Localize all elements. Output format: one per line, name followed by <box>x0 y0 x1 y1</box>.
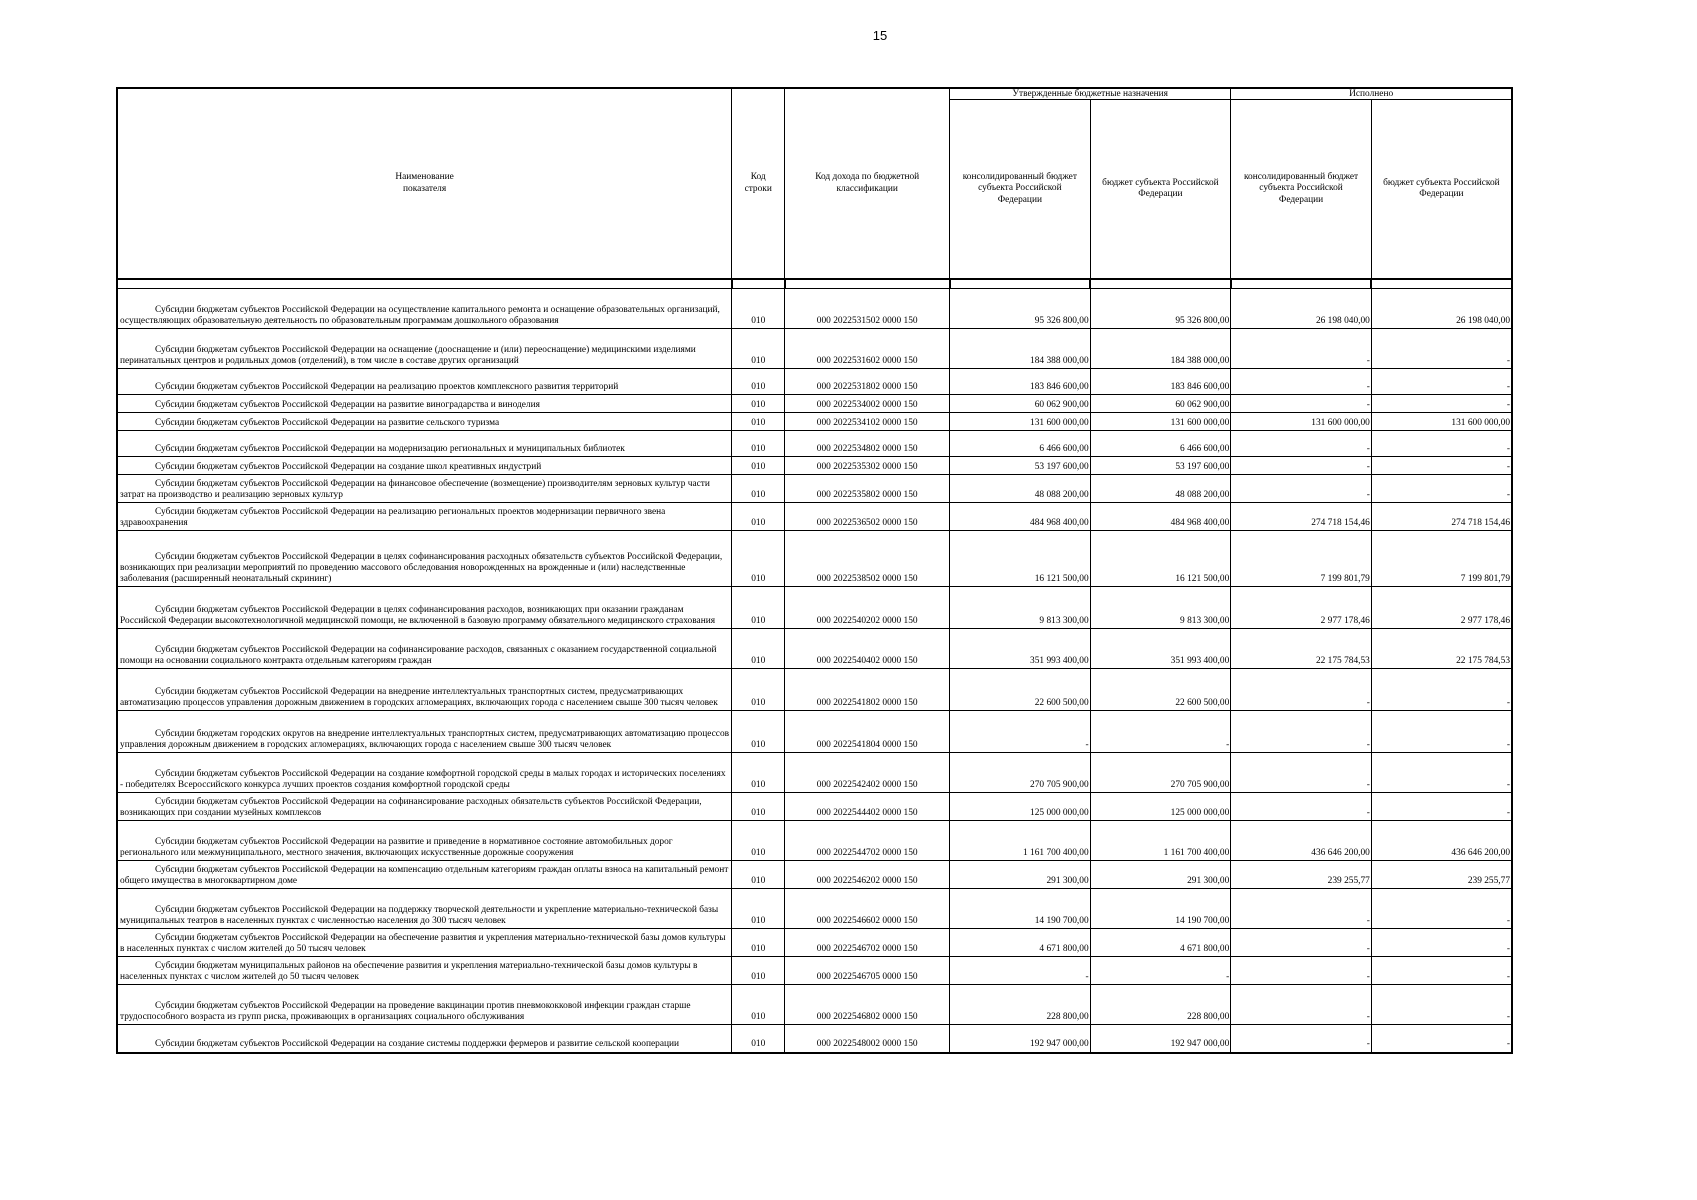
row-name: Субсидии бюджетам городских округов на внедрение интеллектуальных транспортных систем, предусматривающих автоматизацию процессов управления дорожным движением в городских агломерациях, включающих города с населением свыше 300 тысяч человек <box>117 711 732 753</box>
row-executed-subject: - <box>1371 929 1512 957</box>
row-approved-subject: 183 846 600,00 <box>1090 369 1231 395</box>
row-approved-subject: 270 705 900,00 <box>1090 753 1231 793</box>
header-name: Наименование показателя <box>117 88 732 279</box>
row-executed-consolidated: - <box>1231 985 1372 1025</box>
row-kbk: 000 2022538502 0000 150 <box>785 531 950 587</box>
row-executed-subject: - <box>1371 669 1512 711</box>
row-executed-subject: - <box>1371 395 1512 413</box>
row-name: Субсидии бюджетам субъектов Российской Федерации на осуществление капитального ремонта и оснащение образовательных организаций, осуществляющих образовательную деятельность по образовательным программам дошкольного образования <box>117 289 732 329</box>
table-row <box>117 929 1512 957</box>
row-kbk: 000 2022544702 0000 150 <box>785 821 950 861</box>
row-name: Субсидии бюджетам субъектов Российской Федерации на создание школ креативных индустрий <box>117 457 732 475</box>
table-row <box>117 431 1512 457</box>
row-name: Субсидии бюджетам субъектов Российской Федерации на компенсацию отдельным категориям граждан оплаты взноса на капитальный ремонт общего имущества в многоквартирном доме <box>117 861 732 889</box>
row-code: 010 <box>732 861 785 889</box>
row-code: 010 <box>732 587 785 629</box>
row-kbk: 000 2022540202 0000 150 <box>785 587 950 629</box>
row-approved-subject: 53 197 600,00 <box>1090 457 1231 475</box>
row-executed-subject: - <box>1371 1025 1512 1053</box>
row-name: Субсидии бюджетам субъектов Российской Федерации на проведение вакцинации против пневмококковой инфекции граждан старше трудоспособного возраста из групп риска, проживающих в организациях социального обслуживания <box>117 985 732 1025</box>
row-code: 010 <box>732 413 785 431</box>
row-code: 010 <box>732 711 785 753</box>
table-row <box>117 531 1512 587</box>
row-executed-consolidated: 436 646 200,00 <box>1231 821 1372 861</box>
row-approved-consolidated: - <box>950 957 1091 985</box>
table-row <box>117 753 1512 793</box>
page-number: 15 <box>872 28 888 43</box>
row-executed-subject: - <box>1371 431 1512 457</box>
row-approved-subject: 6 466 600,00 <box>1090 431 1231 457</box>
row-executed-subject: 131 600 000,00 <box>1371 413 1512 431</box>
row-kbk: 000 2022546202 0000 150 <box>785 861 950 889</box>
row-name: Субсидии бюджетам субъектов Российской Федерации на софинансирование расходных обязательств субъектов Российской Федерации, возникающих при создании музейных комплексов <box>117 793 732 821</box>
row-executed-consolidated: - <box>1231 957 1372 985</box>
row-name: Субсидии бюджетам субъектов Российской Федерации на обеспечение развития и укрепления материально-технической базы домов культуры в населенных пунктах с числом жителей до 50 тысяч человек <box>117 929 732 957</box>
row-kbk: 000 2022535302 0000 150 <box>785 457 950 475</box>
row-executed-subject: - <box>1371 369 1512 395</box>
row-executed-consolidated: - <box>1231 431 1372 457</box>
row-executed-consolidated: 26 198 040,00 <box>1231 289 1372 329</box>
table-row <box>117 289 1512 329</box>
row-name: Субсидии бюджетам субъектов Российской Федерации на развитие и приведение в нормативное состояние автомобильных дорог регионального или межмуниципального, местного значения, включающих искусственные дорожные сооружения <box>117 821 732 861</box>
row-kbk: 000 2022534802 0000 150 <box>785 431 950 457</box>
row-code: 010 <box>732 1025 785 1053</box>
row-kbk: 000 2022534102 0000 150 <box>785 413 950 431</box>
row-executed-consolidated: 2 977 178,46 <box>1231 587 1372 629</box>
row-code: 010 <box>732 503 785 531</box>
row-approved-consolidated: 184 388 000,00 <box>950 329 1091 369</box>
row-executed-subject: - <box>1371 753 1512 793</box>
row-approved-consolidated: - <box>950 711 1091 753</box>
row-name: Субсидии бюджетам субъектов Российской Федерации на поддержку творческой деятельности и укрепление материально-технической базы муниципальных театров в населенных пунктах с численностью населения до 300 тысяч человек <box>117 889 732 929</box>
table-row <box>117 985 1512 1025</box>
row-code: 010 <box>732 475 785 503</box>
spacer-cell <box>1231 279 1372 289</box>
row-name: Субсидии бюджетам субъектов Российской Федерации на создание комфортной городской среды в малых городах и исторических поселениях - победителях Всероссийского конкурса лучших проектов создания комфортной городской среды <box>117 753 732 793</box>
row-name: Субсидии бюджетам субъектов Российской Федерации на финансовое обеспечение (возмещение) производителям зерновых культур части затрат на производство и реализацию зерновых культур <box>117 475 732 503</box>
table-row <box>117 793 1512 821</box>
row-name: Субсидии бюджетам субъектов Российской Федерации на модернизацию региональных и муниципальных библиотек <box>117 431 732 457</box>
row-approved-consolidated: 16 121 500,00 <box>950 531 1091 587</box>
row-kbk: 000 2022534002 0000 150 <box>785 395 950 413</box>
table-body <box>117 279 1512 1053</box>
row-approved-subject: 184 388 000,00 <box>1090 329 1231 369</box>
row-kbk: 000 2022546802 0000 150 <box>785 985 950 1025</box>
row-executed-consolidated: - <box>1231 457 1372 475</box>
row-code: 010 <box>732 629 785 669</box>
row-kbk: 000 2022542402 0000 150 <box>785 753 950 793</box>
row-name: Субсидии бюджетам субъектов Российской Федерации на развитие сельского туризма <box>117 413 732 431</box>
row-code: 010 <box>732 821 785 861</box>
row-code: 010 <box>732 369 785 395</box>
row-executed-consolidated: - <box>1231 753 1372 793</box>
row-approved-subject: 125 000 000,00 <box>1090 793 1231 821</box>
row-code: 010 <box>732 531 785 587</box>
row-approved-consolidated: 48 088 200,00 <box>950 475 1091 503</box>
row-executed-subject: - <box>1371 957 1512 985</box>
table-row <box>117 503 1512 531</box>
row-executed-consolidated: 7 199 801,79 <box>1231 531 1372 587</box>
row-executed-consolidated: - <box>1231 475 1372 503</box>
row-code: 010 <box>732 957 785 985</box>
table-header <box>117 88 1512 279</box>
row-executed-consolidated: - <box>1231 711 1372 753</box>
header-approved-subject: бюджет субъекта Российской Федерации <box>1090 100 1231 280</box>
row-executed-subject: - <box>1371 475 1512 503</box>
table-row <box>117 369 1512 395</box>
row-approved-consolidated: 270 705 900,00 <box>950 753 1091 793</box>
spacer-cell <box>785 279 950 289</box>
row-approved-consolidated: 6 466 600,00 <box>950 431 1091 457</box>
row-code: 010 <box>732 395 785 413</box>
row-approved-subject: 484 968 400,00 <box>1090 503 1231 531</box>
table-row <box>117 861 1512 889</box>
table-row <box>117 395 1512 413</box>
header-executed-consolidated: консолидированный бюджет субъекта Российской Федерации <box>1231 100 1372 280</box>
table-row <box>117 889 1512 929</box>
row-approved-subject: - <box>1090 711 1231 753</box>
row-approved-consolidated: 291 300,00 <box>950 861 1091 889</box>
row-approved-consolidated: 125 000 000,00 <box>950 793 1091 821</box>
row-kbk: 000 2022546702 0000 150 <box>785 929 950 957</box>
row-approved-subject: 95 326 800,00 <box>1090 289 1231 329</box>
row-executed-subject: 7 199 801,79 <box>1371 531 1512 587</box>
row-executed-subject: 436 646 200,00 <box>1371 821 1512 861</box>
row-name: Субсидии бюджетам субъектов Российской Федерации на оснащение (дооснащение и (или) переоснащение) медицинскими изделиями перинатальных центров и родильных домов (отделений), в том числе в составе других организаций <box>117 329 732 369</box>
row-executed-consolidated: 131 600 000,00 <box>1231 413 1372 431</box>
row-kbk: 000 2022548002 0000 150 <box>785 1025 950 1053</box>
row-executed-consolidated: - <box>1231 1025 1372 1053</box>
row-executed-consolidated: - <box>1231 395 1372 413</box>
row-code: 010 <box>732 929 785 957</box>
spacer-cell <box>117 279 732 289</box>
row-executed-consolidated: - <box>1231 889 1372 929</box>
row-approved-consolidated: 1 161 700 400,00 <box>950 821 1091 861</box>
table-row <box>117 457 1512 475</box>
row-approved-consolidated: 192 947 000,00 <box>950 1025 1091 1053</box>
row-executed-consolidated: 22 175 784,53 <box>1231 629 1372 669</box>
row-name: Субсидии бюджетам субъектов Российской Федерации на софинансирование расходов, связанных с оказанием государственной социальной помощи на основании социального контракта отдельным категориям граждан <box>117 629 732 669</box>
table-row <box>117 821 1512 861</box>
row-executed-subject: - <box>1371 793 1512 821</box>
row-approved-subject: 4 671 800,00 <box>1090 929 1231 957</box>
spacer-cell <box>732 279 785 289</box>
row-code: 010 <box>732 329 785 369</box>
row-kbk: 000 2022546602 0000 150 <box>785 889 950 929</box>
spacer-cell <box>1371 279 1512 289</box>
table-spacer-row <box>117 279 1512 289</box>
table-row <box>117 711 1512 753</box>
row-code: 010 <box>732 431 785 457</box>
spacer-cell <box>950 279 1091 289</box>
row-code: 010 <box>732 889 785 929</box>
row-code: 010 <box>732 985 785 1025</box>
row-approved-consolidated: 60 062 900,00 <box>950 395 1091 413</box>
row-code: 010 <box>732 753 785 793</box>
row-executed-subject: - <box>1371 889 1512 929</box>
row-executed-subject: 22 175 784,53 <box>1371 629 1512 669</box>
row-approved-consolidated: 22 600 500,00 <box>950 669 1091 711</box>
row-executed-subject: - <box>1371 457 1512 475</box>
row-name: Субсидии бюджетам субъектов Российской Федерации на реализацию проектов комплексного развития территорий <box>117 369 732 395</box>
row-kbk: 000 2022531802 0000 150 <box>785 369 950 395</box>
row-name: Субсидии бюджетам муниципальных районов на обеспечение развития и укрепления материально-технической базы домов культуры в населенных пунктах с числом жителей до 50 тысяч человек <box>117 957 732 985</box>
row-name: Субсидии бюджетам субъектов Российской Федерации в целях софинансирования расходов, возникающих при оказании гражданам Российской Федерации высокотехнологичной медицинской помощи, не включенной в базовую программу обязательного медицинского страхования <box>117 587 732 629</box>
row-executed-subject: 239 255,77 <box>1371 861 1512 889</box>
row-approved-subject: 291 300,00 <box>1090 861 1231 889</box>
row-approved-subject: 192 947 000,00 <box>1090 1025 1231 1053</box>
row-name: Субсидии бюджетам субъектов Российской Федерации на внедрение интеллектуальных транспортных систем, предусматривающих автоматизацию процессов управления дорожным движением в городских агломерациях, включающих города с населением свыше 300 тысяч человек <box>117 669 732 711</box>
row-code: 010 <box>732 457 785 475</box>
row-kbk: 000 2022541804 0000 150 <box>785 711 950 753</box>
row-kbk: 000 2022540402 0000 150 <box>785 629 950 669</box>
row-kbk: 000 2022546705 0000 150 <box>785 957 950 985</box>
table-row <box>117 629 1512 669</box>
row-approved-subject: 131 600 000,00 <box>1090 413 1231 431</box>
row-approved-subject: 14 190 700,00 <box>1090 889 1231 929</box>
row-approved-subject: 16 121 500,00 <box>1090 531 1231 587</box>
row-kbk: 000 2022535802 0000 150 <box>785 475 950 503</box>
header-kbk: Код дохода по бюджетной классификации <box>785 88 950 279</box>
header-executed-subject: бюджет субъекта Российской Федерации <box>1371 100 1512 280</box>
row-approved-consolidated: 183 846 600,00 <box>950 369 1091 395</box>
row-approved-consolidated: 53 197 600,00 <box>950 457 1091 475</box>
row-kbk: 000 2022536502 0000 150 <box>785 503 950 531</box>
row-executed-consolidated: - <box>1231 669 1372 711</box>
table-row <box>117 957 1512 985</box>
row-approved-subject: 228 800,00 <box>1090 985 1231 1025</box>
row-name: Субсидии бюджетам субъектов Российской Федерации на создание системы поддержки фермеров и развитие сельской кооперации <box>117 1025 732 1053</box>
row-approved-subject: 60 062 900,00 <box>1090 395 1231 413</box>
table-row <box>117 587 1512 629</box>
spacer-cell <box>1090 279 1231 289</box>
row-executed-consolidated: - <box>1231 369 1372 395</box>
row-approved-subject: 351 993 400,00 <box>1090 629 1231 669</box>
row-approved-subject: - <box>1090 957 1231 985</box>
row-kbk: 000 2022544402 0000 150 <box>785 793 950 821</box>
row-name: Субсидии бюджетам субъектов Российской Федерации на развитие виноградарства и виноделия <box>117 395 732 413</box>
row-kbk: 000 2022531502 0000 150 <box>785 289 950 329</box>
header-code: Код строки <box>732 88 785 279</box>
row-executed-subject: 274 718 154,46 <box>1371 503 1512 531</box>
row-executed-subject: - <box>1371 985 1512 1025</box>
row-approved-consolidated: 131 600 000,00 <box>950 413 1091 431</box>
row-executed-subject: 26 198 040,00 <box>1371 289 1512 329</box>
row-approved-subject: 22 600 500,00 <box>1090 669 1231 711</box>
row-name: Субсидии бюджетам субъектов Российской Федерации в целях софинансирования расходных обязательств субъектов Российской Федерации, возникающих при реализации мероприятий по проведению массового обследования новорожденных на врожденные и (или) наследственные заболевания (расширенный неонатальный скрининг) <box>117 531 732 587</box>
table-row <box>117 413 1512 431</box>
table-row <box>117 329 1512 369</box>
row-approved-consolidated: 4 671 800,00 <box>950 929 1091 957</box>
row-kbk: 000 2022531602 0000 150 <box>785 329 950 369</box>
row-code: 010 <box>732 793 785 821</box>
row-executed-consolidated: 274 718 154,46 <box>1231 503 1372 531</box>
header-approved-consolidated: консолидированный бюджет субъекта Российской Федерации <box>950 100 1091 280</box>
row-code: 010 <box>732 289 785 329</box>
row-approved-subject: 48 088 200,00 <box>1090 475 1231 503</box>
table-row <box>117 669 1512 711</box>
row-approved-consolidated: 484 968 400,00 <box>950 503 1091 531</box>
row-executed-consolidated: - <box>1231 929 1372 957</box>
row-approved-subject: 9 813 300,00 <box>1090 587 1231 629</box>
row-executed-subject: - <box>1371 711 1512 753</box>
row-executed-consolidated: - <box>1231 329 1372 369</box>
row-executed-subject: 2 977 178,46 <box>1371 587 1512 629</box>
header-approved-group: Утвержденные бюджетные назначения <box>950 88 1231 100</box>
row-executed-consolidated: - <box>1231 793 1372 821</box>
row-name: Субсидии бюджетам субъектов Российской Федерации на реализацию региональных проектов модернизации первичного звена здравоохранения <box>117 503 732 531</box>
row-approved-consolidated: 351 993 400,00 <box>950 629 1091 669</box>
row-executed-subject: - <box>1371 329 1512 369</box>
row-approved-consolidated: 14 190 700,00 <box>950 889 1091 929</box>
budget-table <box>116 87 1513 1054</box>
table-row <box>117 475 1512 503</box>
table-row <box>117 1025 1512 1053</box>
row-code: 010 <box>732 669 785 711</box>
row-approved-consolidated: 228 800,00 <box>950 985 1091 1025</box>
row-approved-subject: 1 161 700 400,00 <box>1090 821 1231 861</box>
row-approved-consolidated: 9 813 300,00 <box>950 587 1091 629</box>
row-executed-consolidated: 239 255,77 <box>1231 861 1372 889</box>
row-kbk: 000 2022541802 0000 150 <box>785 669 950 711</box>
row-approved-consolidated: 95 326 800,00 <box>950 289 1091 329</box>
header-executed-group: Исполнено <box>1231 88 1512 100</box>
